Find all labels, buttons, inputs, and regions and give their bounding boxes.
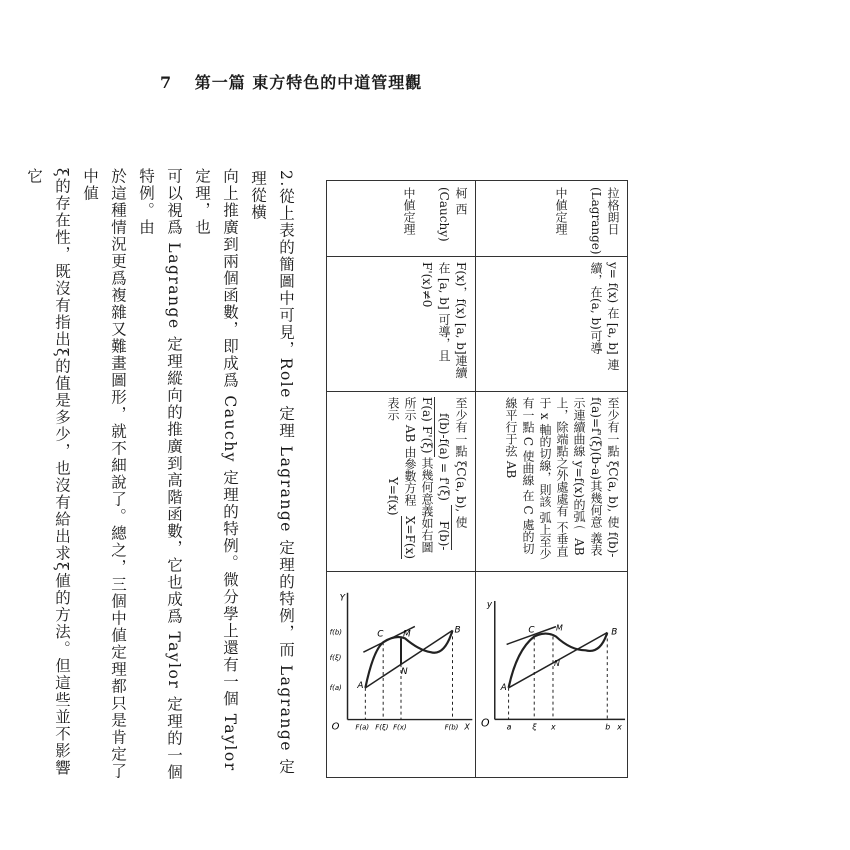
- svg-text:F(ξ): F(ξ): [375, 723, 389, 732]
- conclusion-line: 義表示連續曲線 y=f(x)的弧: [572, 397, 603, 556]
- cauchy-condition-cell: [327, 256, 475, 391]
- theorem-type: 中値定理: [402, 187, 416, 235]
- param-y: Y=f(x): [386, 476, 400, 516]
- svg-text:B: B: [454, 625, 461, 636]
- svg-text:X: X: [464, 722, 470, 732]
- text-line: 2.從上表的簡圖中可見，Role 定理 Lagrange 定理的特例，而 Lagrange 定理從橫: [249, 170, 295, 776]
- cauchy-name-cell: [327, 181, 475, 256]
- theorem-type: 中値定理: [554, 187, 568, 235]
- formula-numerator: f'(ξ): [437, 477, 451, 501]
- theorem-name-en: (Cauchy): [437, 187, 451, 242]
- text-line: 可以視爲 Lagrange 定理縱向的推廣到高階函數，它也成爲 Taylor 定理的一個特例。由: [137, 168, 183, 781]
- lagrange-conclusion-cell: [477, 391, 627, 571]
- svg-text:f(ξ): f(ξ): [329, 654, 342, 663]
- svg-text:N: N: [553, 659, 560, 669]
- text-line: ξ的存在性，既沒有指出ξ的值是多少，也沒有給出求ξ値的方法。但這些並不影響它: [25, 168, 71, 777]
- chapter-title: 第一篇 東方特色的中道管理觀: [194, 73, 423, 92]
- formula-denominator: F'(ξ): [420, 425, 434, 454]
- mean-value-theorems-table: [326, 180, 628, 778]
- conclusion-line: 其幾何意義如右圖所示 AB: [403, 397, 434, 554]
- svg-text:M: M: [555, 623, 563, 633]
- svg-text:x: x: [551, 722, 556, 732]
- svg-text:f(b): f(b): [329, 628, 342, 637]
- condition-line: F(x)，f(x) [a, b]連續: [454, 262, 468, 379]
- conclusion-line: 不垂直于 x 軸的切線，則該: [538, 397, 569, 557]
- cauchy-graph: [327, 571, 475, 777]
- condition-line: y= f(x) 在 [a, b] 連: [606, 262, 620, 371]
- cauchy-figure: [327, 571, 475, 777]
- formula-equals: =: [437, 463, 451, 474]
- param-label: 由參數方程: [403, 446, 417, 507]
- cauchy-column: [327, 181, 475, 777]
- svg-text:F(x): F(x): [393, 723, 407, 732]
- svg-text:b: b: [605, 722, 611, 732]
- param-suffix: 表示: [386, 397, 400, 421]
- text-line: 向上推廣到兩個函數，即成爲 Cauchy 定理的特例。微分學上還有一個 Taylor 定理，也: [193, 168, 239, 772]
- svg-text:O: O: [331, 721, 340, 733]
- formula-denominator: F(b)-F(a): [420, 397, 451, 551]
- lagrange-condition-cell: [477, 256, 627, 391]
- svg-text:O: O: [480, 716, 490, 730]
- condition-line: 續，在(a, b)可導: [589, 262, 603, 354]
- theorem-name: 柯 西: [454, 187, 468, 215]
- svg-text:N: N: [401, 667, 408, 677]
- svg-text:C: C: [377, 629, 384, 640]
- conclusion-line: 至少有一點 ξC(a, b), 使: [606, 397, 620, 529]
- lagrange-name-cell: [477, 181, 627, 256]
- lagrange-figure: [477, 571, 627, 777]
- lagrange-graph: [477, 571, 627, 777]
- lagrange-column: [477, 181, 627, 777]
- svg-text:F(b): F(b): [444, 723, 459, 732]
- condition-line: F'(x)≠0: [420, 262, 434, 308]
- svg-text:M: M: [402, 629, 411, 640]
- svg-text:F(a): F(a): [355, 723, 370, 732]
- conclusion-line: f(b)-f(a)=f'(ξ)(b-a)其幾何意: [589, 397, 620, 558]
- theorem-name: 拉格朗日: [606, 187, 620, 235]
- svg-text:f(a): f(a): [329, 683, 342, 692]
- column-divider: [475, 181, 476, 777]
- conclusion-line: 在 C 處的切線平行于弦 AB: [504, 397, 535, 555]
- cauchy-conclusion-cell: [327, 391, 475, 571]
- conclusion-line: ⌒AB 上，除端點之外處處有: [555, 397, 586, 556]
- page-number: 7: [160, 73, 173, 92]
- text-line: 於這種情況更爲複雜又難畫圖形，就不細說了。總之，三個中値定理都只是肯定了中値: [81, 168, 127, 780]
- svg-text:x: x: [617, 722, 622, 732]
- svg-text:Y: Y: [339, 593, 346, 604]
- svg-text:A: A: [500, 682, 507, 693]
- theorem-name-en: (Lagrange): [589, 187, 603, 255]
- conclusion-line: 弧上至少有一點 C 使曲線: [521, 397, 552, 560]
- svg-text:C: C: [528, 625, 535, 636]
- condition-line: 在 [a, b] 可導，且: [437, 262, 451, 362]
- cauchy-formula: [437, 397, 451, 505]
- svg-text:B: B: [611, 627, 618, 638]
- conclusion-line: 至少有一點 ξC(a, b), 使: [454, 397, 468, 529]
- body-paragraph: [20, 168, 300, 788]
- svg-text:a: a: [506, 722, 512, 732]
- svg-text:A: A: [357, 680, 364, 691]
- svg-text:y: y: [486, 599, 493, 610]
- formula-numerator: f(b)-f(a): [437, 413, 451, 460]
- param-x: X=F(x): [403, 515, 417, 560]
- page-header: [160, 70, 422, 93]
- svg-text:ξ: ξ: [532, 722, 537, 732]
